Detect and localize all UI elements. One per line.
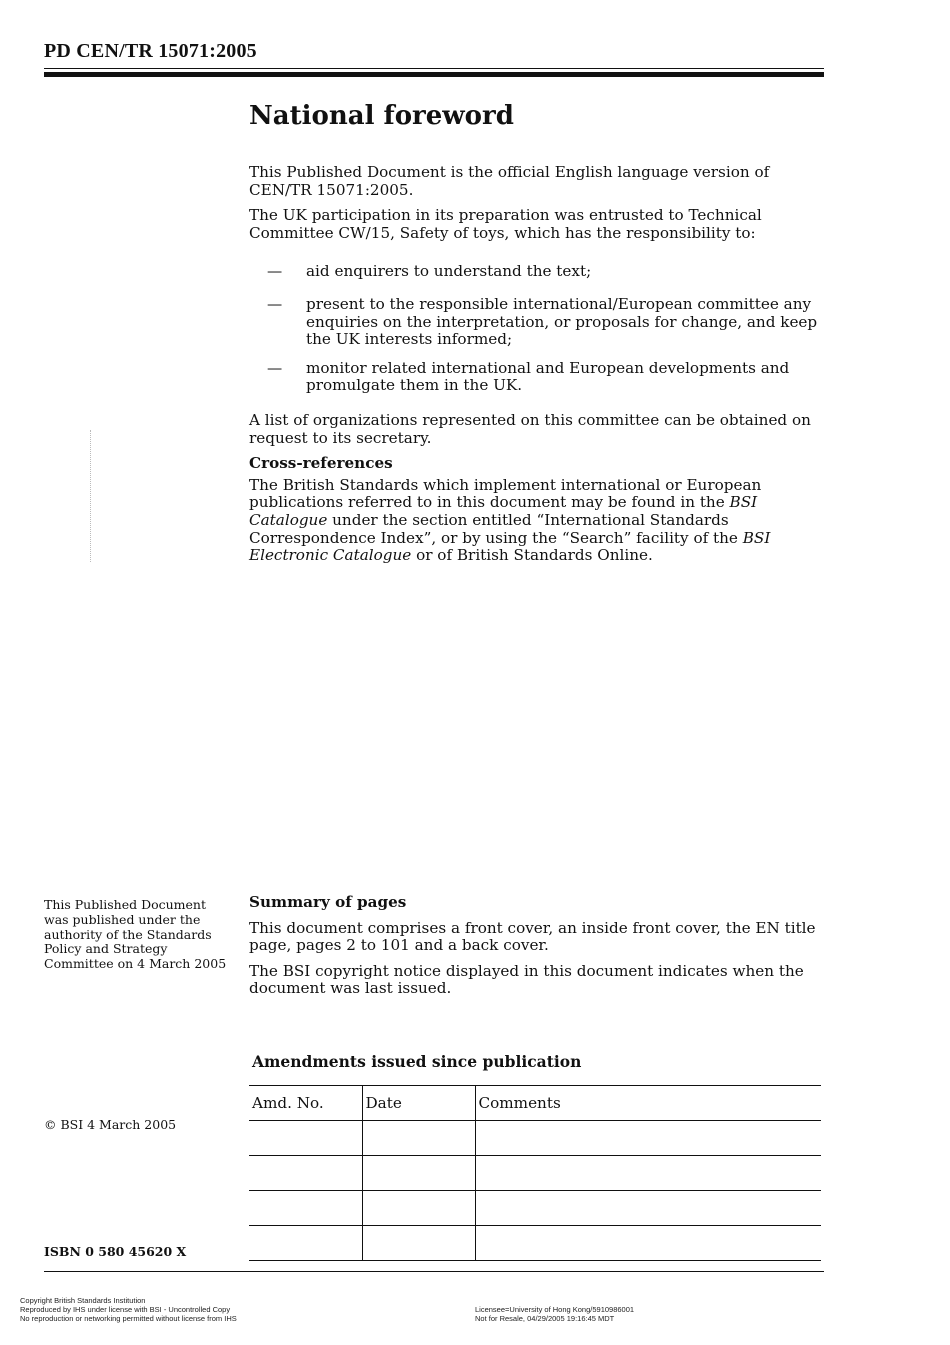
list-item-text: aid enquirers to understand the text; [306,262,592,281]
list-item-text: monitor related international and European developments and promulgate them in the UK. [306,358,790,395]
table-cell [249,1156,362,1191]
summary-section [249,894,824,998]
footer-line: No reproduction or networking permitted without license from IHS [20,1313,237,1323]
intro-paragraph-2: The UK participation in its preparation was entrusted to Technical Committee CW/15, Safety of toys, which has the responsibility to: [249,206,762,242]
list-item [249,296,824,349]
footer-line: Licensee=University of Hong Kong/5910986001 [475,1305,635,1314]
amendments-table [249,1085,821,1261]
list-item [249,360,824,395]
table-row [249,1121,821,1156]
bsi-electronic-catalogue-title: BSI Electronic Catalogue [249,528,771,565]
table-cell [362,1156,475,1191]
committee-list-paragraph: A list of organizations represented on this committee can be obtained on request to its secretary. [249,410,811,447]
document-id: PD CEN/TR 15071:2005 [44,40,257,62]
table-cell [475,1191,821,1226]
table-cell [475,1156,821,1191]
dash-marker: — [267,262,283,281]
table-row [249,1191,821,1226]
copyright-notice: © BSI 4 March 2005 [44,1117,177,1132]
footer-line: Not for Resale, 04/29/2005 19:16:45 MDT [475,1313,615,1323]
publication-note: This Published Document was published under the authority of the Standards Policy and Strategy Committee on 4 March 2005 [44,897,227,972]
footer-line: Reproduced by IHS under license with BSI - Uncontrolled Copy [20,1304,231,1314]
column-header-date: Date [362,1086,475,1121]
cross-ref-text: under the section entitled “International Standards Correspondence Index”, or by using the “Search” facility of the [249,510,743,547]
table-cell [475,1226,821,1261]
foreword-body [249,164,824,565]
intro-paragraph-1: This Published Document is the official English language version of CEN/TR 15071:2005. [249,163,770,199]
margin-mark [90,430,99,562]
list-item [249,263,824,281]
dash-marker: — [267,358,283,377]
table-cell [362,1121,475,1156]
bsi-catalogue-title: BSI Catalogue [249,493,758,529]
header-rule-thin [44,68,824,69]
footer-line: Copyright British Standards Institution [20,1296,146,1305]
summary-paragraph-1: This document comprises a front cover, an inside front cover, the EN title page, pages 2 to 101 and a back cover. [249,918,816,955]
cross-references-heading: Cross-references [249,454,393,473]
cross-ref-text: The British Standards which implement international or European publications referred to in this document may be found in the [249,475,762,512]
table-row [249,1156,821,1191]
list-item-text: present to the responsible international/European committee any enquiries on the interpretation, or proposals for change, and keep the UK interests informed; [306,294,818,349]
table-cell [249,1121,362,1156]
dash-marker: — [267,294,283,313]
table-cell [249,1226,362,1261]
cross-references-paragraph [249,477,824,565]
summary-paragraph-2: The BSI copyright notice displayed in this document indicates when the document was last issued. [249,961,804,998]
footer-rule [44,1271,824,1272]
footer-license [475,1306,634,1324]
column-header-comments: Comments [475,1086,821,1121]
cross-ref-text: or of British Standards Online. [411,546,653,565]
amendments-heading: Amendments issued since publication [252,1052,582,1071]
table-cell [475,1121,821,1156]
table-cell [362,1226,475,1261]
table-cell [249,1191,362,1226]
table-row [249,1226,821,1261]
header-rule-thick [44,72,824,77]
summary-heading: Summary of pages [249,893,407,911]
table-cell [362,1191,475,1226]
table-header-row [249,1086,821,1121]
footer-copyright [20,1297,237,1323]
responsibility-list [249,263,824,395]
column-header-amd-no: Amd. No. [249,1086,362,1121]
isbn: ISBN 0 580 45620 X [44,1244,187,1259]
page-title: National foreword [249,101,514,131]
